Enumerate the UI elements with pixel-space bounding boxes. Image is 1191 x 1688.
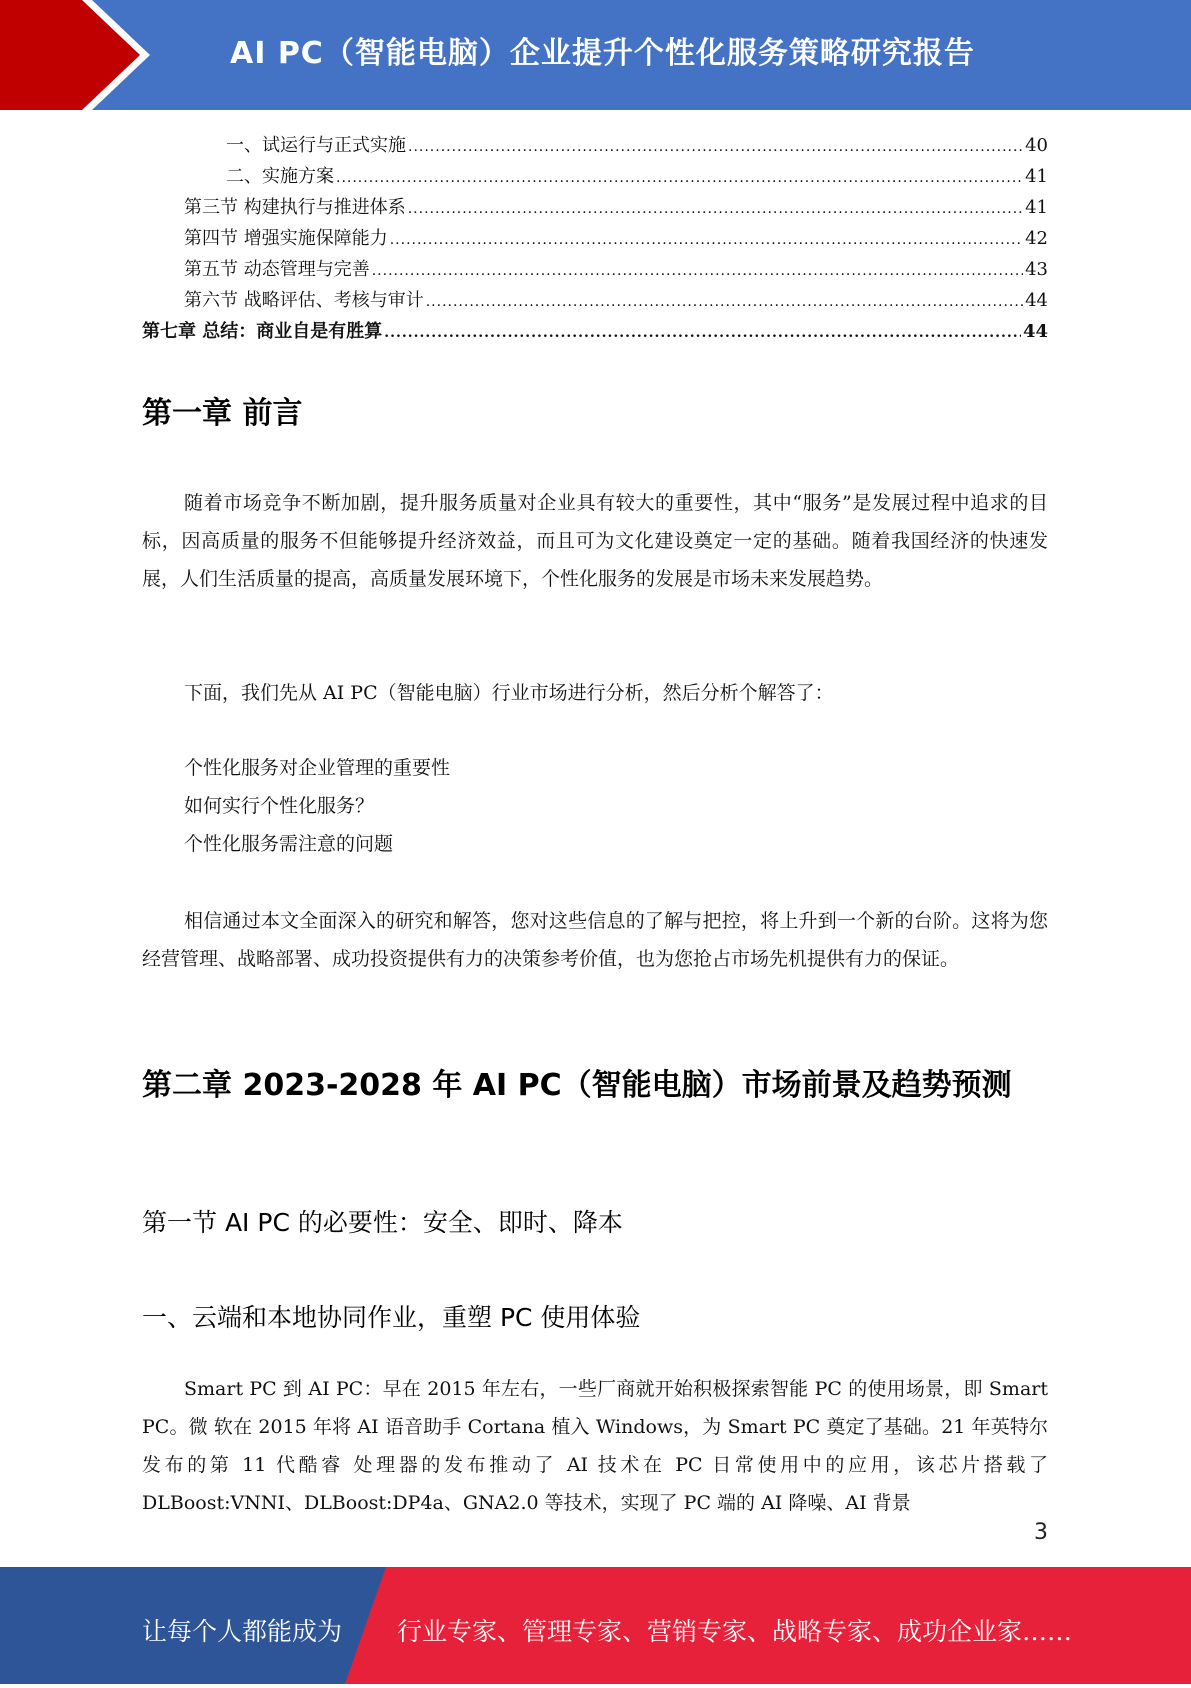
- toc-entry[interactable]: [142, 192, 1048, 223]
- toc-leader-dots: [408, 194, 1023, 225]
- toc-entry-label: 第六节 战略评估、考核与审计: [184, 290, 424, 311]
- toc-entry-label: 第七章 总结：商业自是有胜算: [142, 321, 383, 342]
- header-arrow-icon: [0, 0, 160, 110]
- toc-leader-dots: [336, 163, 1023, 194]
- toc-entry-label: 第三节 构建执行与推进体系: [184, 197, 406, 218]
- toc-entry-label: 第五节 动态管理与完善: [184, 259, 370, 280]
- toc-entry-label: 一、试运行与正式实施: [226, 135, 406, 156]
- toc-entry-page: 41: [1025, 166, 1048, 187]
- toc-entry-page: 41: [1025, 197, 1048, 218]
- chapter1-title: 第一章 前言: [142, 396, 303, 431]
- toc-entry[interactable]: [142, 223, 1048, 254]
- toc-leader-dots: [426, 287, 1023, 318]
- toc-entry[interactable]: [142, 130, 1048, 161]
- toc-entry-label: 第四节 增强实施保障能力: [184, 228, 388, 249]
- toc-entry-page: 43: [1025, 259, 1048, 280]
- section-title: 第一节 AI PC 的必要性：安全、即时、降本: [142, 1208, 623, 1237]
- chapter1-paragraph-3: 相信通过本文全面深入的研究和解答，您对这些信息的了解与把控，将上升到一个新的台阶。这将为您经营管理、战略部署、成功投资提供有力的决策参考价值，也为您抢占市场先机提供有力的保证。: [142, 910, 1048, 970]
- toc-entry-label: 二、实施方案: [226, 166, 334, 187]
- chapter1-paragraph-2: 下面，我们先从 AI PC（智能电脑）行业市场进行分析，然后分析个解答了：: [184, 682, 834, 704]
- toc-entry[interactable]: [142, 285, 1048, 316]
- page-header: [0, 0, 1191, 110]
- toc-leader-dots: [372, 256, 1023, 287]
- list-item: 如何实行个性化服务？: [184, 795, 375, 817]
- chapter1-paragraph-1: 随着市场竞争不断加剧，提升服务质量对企业具有较大的重要性，其中“服务”是发展过程中追求的目标，因高质量的服务不但能够提升经济效益，而且可为文化建设奠定一定的基础。随着我国经济的快速发展，人们生活质量的提高，高质量发展环境下，个性化服务的发展是市场未来发展趋势。: [142, 492, 1048, 590]
- footer-slogan-right: 行业专家、管理专家、营销专家、战略专家、成功企业家……: [397, 1617, 1073, 1646]
- toc-leader-dots: [390, 225, 1023, 256]
- chapter2-paragraph-1: Smart PC 到 AI PC：早在 2015 年左右，一些厂商就开始积极探索智能 PC 的使用场景，即 Smart PC。微 软在 2015 年将 AI 语音助手 Cortana 植入 Windows，为 Smart PC 奠定了基础。21 年英特尔发布的第 11 代酷睿 处理器的发布推动了 AI 技术在 PC 日常使用中的应用，该芯片搭载了 DLBoost:VNNI、DLBoost:DP4a、GNA2.0 等技术，实现了 PC 端的 AI 降噪、AI 背景: [142, 1378, 1048, 1514]
- toc-entry[interactable]: [142, 161, 1048, 192]
- table-of-contents: [142, 130, 1048, 347]
- subsection-title: 一、云端和本地协同作业，重塑 PC 使用体验: [142, 1303, 641, 1332]
- toc-leader-dots: [408, 132, 1023, 163]
- toc-entry[interactable]: [142, 254, 1048, 285]
- toc-entry-page: 42: [1025, 228, 1048, 249]
- list-item: 个性化服务需注意的问题: [184, 833, 394, 855]
- list-item: 个性化服务对企业管理的重要性: [184, 757, 451, 779]
- toc-entry[interactable]: [142, 316, 1048, 347]
- toc-entry-page: 40: [1025, 135, 1048, 156]
- toc-leader-dots: [384, 318, 1021, 349]
- footer-slogan-left: 让每个人都能成为: [142, 1617, 343, 1646]
- document-title: AI PC（智能电脑）企业提升个性化服务策略研究报告: [230, 36, 975, 71]
- page-number: 3: [1034, 1520, 1048, 1545]
- toc-entry-page: 44: [1025, 290, 1048, 311]
- toc-entry-page: 44: [1022, 321, 1048, 342]
- chapter2-title: 第二章 2023-2028 年 AI PC（智能电脑）市场前景及趋势预测: [142, 1068, 1012, 1103]
